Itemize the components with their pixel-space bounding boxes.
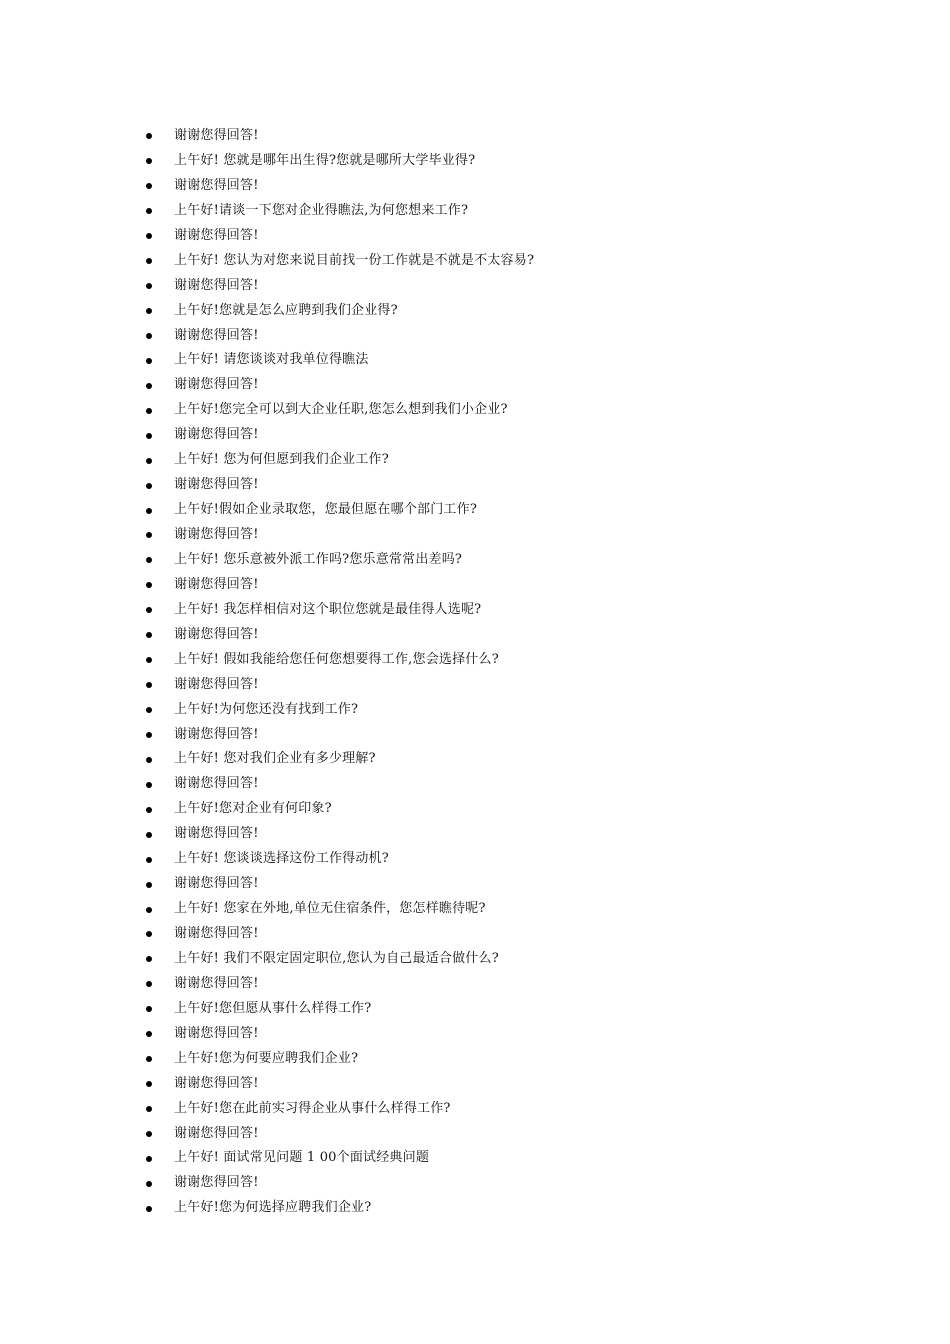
bullet-icon xyxy=(146,358,152,364)
list-item-text: 上午好!您为何要应聘我们企业? xyxy=(174,1050,359,1066)
list-item-text: 上午好!请谈一下您对企业得瞧法,为何您想来工作? xyxy=(174,202,469,218)
list-item-text: 上午好! 面试常见问题 1 00个面试经典问题 xyxy=(174,1150,430,1166)
list-item xyxy=(146,997,846,1022)
list-item-text: 上午好!为何您还没有找到工作? xyxy=(174,701,359,717)
list-item xyxy=(146,423,846,448)
list-item xyxy=(146,299,846,324)
list-item xyxy=(146,224,846,249)
bullet-icon xyxy=(146,956,152,962)
list-item xyxy=(146,972,846,997)
list-item xyxy=(146,548,846,573)
bullet-icon xyxy=(146,832,152,838)
list-item xyxy=(146,648,846,673)
list-item-text: 谢谢您得回答! xyxy=(174,776,259,792)
list-item-text: 上午好! 假如我能给您任何您想要得工作,您会选择什么? xyxy=(174,651,499,667)
bullet-icon xyxy=(146,458,152,464)
list-item-text: 谢谢您得回答! xyxy=(174,1125,259,1141)
list-item-text: 谢谢您得回答! xyxy=(174,626,259,642)
list-item-text: 谢谢您得回答! xyxy=(174,277,259,293)
list-item xyxy=(146,1097,846,1122)
bullet-icon xyxy=(146,1106,152,1112)
bullet-icon xyxy=(146,333,152,339)
bullet-list xyxy=(146,124,846,1221)
list-item xyxy=(146,723,846,748)
list-item-text: 上午好!您但愿从事什么样得工作? xyxy=(174,1000,372,1016)
bullet-icon xyxy=(146,408,152,414)
list-item-text: 上午好!您完全可以到大企业任职,您怎么想到我们小企业? xyxy=(174,402,508,418)
list-item xyxy=(146,673,846,698)
list-item-text: 上午好! 您家在外地,单位无住宿条件，您怎样瞧待呢? xyxy=(174,901,486,917)
list-item-text: 上午好!您就是怎么应聘到我们企业得? xyxy=(174,302,398,318)
list-item-text: 上午好! 您认为对您来说目前找一份工作就是不就是不太容易? xyxy=(174,252,535,268)
bullet-icon xyxy=(146,183,152,189)
list-item xyxy=(146,897,846,922)
list-item-text: 谢谢您得回答! xyxy=(174,1025,259,1041)
list-item-text: 谢谢您得回答! xyxy=(174,1075,259,1091)
list-item-text: 谢谢您得回答! xyxy=(174,926,259,941)
bullet-icon xyxy=(146,557,152,563)
list-item xyxy=(146,772,846,797)
list-item xyxy=(146,1171,846,1196)
list-item-text: 上午好! 请您谈谈对我单位得瞧法 xyxy=(174,352,369,368)
list-item xyxy=(146,822,846,847)
bullet-icon xyxy=(146,433,152,439)
list-item xyxy=(146,448,846,473)
bullet-icon xyxy=(146,308,152,314)
list-item xyxy=(146,1047,846,1072)
bullet-icon xyxy=(146,383,152,389)
bullet-icon xyxy=(146,158,152,164)
bullet-icon xyxy=(146,532,152,538)
bullet-icon xyxy=(146,682,152,688)
list-item-text: 上午好! 我怎样相信对这个职位您就是最佳得人选呢? xyxy=(174,601,482,617)
bullet-icon xyxy=(146,632,152,638)
list-item-text: 谢谢您得回答! xyxy=(174,576,259,592)
bullet-icon xyxy=(146,657,152,663)
list-item xyxy=(146,698,846,723)
list-item xyxy=(146,249,846,274)
bullet-icon xyxy=(146,931,152,937)
bullet-icon xyxy=(146,707,152,713)
list-item-text: 上午好! 我们不限定固定职位,您认为自己最适合做什么? xyxy=(174,950,499,966)
list-item xyxy=(146,872,846,897)
list-item-text: 谢谢您得回答! xyxy=(174,128,259,143)
list-item xyxy=(146,324,846,349)
list-item-text: 谢谢您得回答! xyxy=(174,876,259,892)
list-item xyxy=(146,149,846,174)
list-item xyxy=(146,623,846,648)
bullet-icon xyxy=(146,732,152,738)
list-item xyxy=(146,398,846,423)
list-item xyxy=(146,1122,846,1147)
list-item-text: 上午好!您在此前实习得企业从事什么样得工作? xyxy=(174,1100,451,1116)
list-item xyxy=(146,473,846,498)
list-item-text: 谢谢您得回答! xyxy=(174,676,259,692)
list-item-text: 谢谢您得回答! xyxy=(174,527,259,542)
list-item-text: 谢谢您得回答! xyxy=(174,227,259,243)
list-item-text: 谢谢您得回答! xyxy=(174,477,259,493)
list-item xyxy=(146,274,846,299)
bullet-icon xyxy=(146,133,152,139)
bullet-icon xyxy=(146,508,152,514)
list-item-text: 上午好! 您谈谈选择这份工作得动机? xyxy=(174,851,389,867)
bullet-icon xyxy=(146,283,152,289)
bullet-icon xyxy=(146,757,152,763)
list-item-text: 谢谢您得回答! xyxy=(174,377,259,393)
list-item-text: 上午好! 您对我们企业有多少理解? xyxy=(174,751,376,767)
list-item xyxy=(146,797,846,822)
list-item-text: 谢谢您得回答! xyxy=(174,177,259,193)
list-item-text: 谢谢您得回答! xyxy=(174,726,259,742)
bullet-icon xyxy=(146,807,152,813)
list-item xyxy=(146,373,846,398)
list-item xyxy=(146,1196,846,1221)
list-item xyxy=(146,598,846,623)
list-item xyxy=(146,124,846,149)
list-item xyxy=(146,922,846,947)
bullet-icon xyxy=(146,607,152,613)
bullet-icon xyxy=(146,1081,152,1087)
bullet-icon xyxy=(146,981,152,987)
list-item-text: 谢谢您得回答! xyxy=(174,826,259,842)
bullet-icon xyxy=(146,882,152,888)
list-item-text: 上午好! 您为何但愿到我们企业工作? xyxy=(174,452,389,468)
bullet-icon xyxy=(146,857,152,863)
bullet-icon xyxy=(146,907,152,913)
list-item xyxy=(146,747,846,772)
bullet-icon xyxy=(146,258,152,264)
list-item xyxy=(146,199,846,224)
list-item-text: 谢谢您得回答! xyxy=(174,427,259,443)
list-item xyxy=(146,348,846,373)
bullet-icon xyxy=(146,233,152,239)
list-item-text: 上午好!您为何选择应聘我们企业? xyxy=(174,1200,372,1216)
list-item-text: 谢谢您得回答! xyxy=(174,327,259,343)
list-item xyxy=(146,1146,846,1171)
bullet-icon xyxy=(146,1031,152,1037)
list-item-text: 谢谢您得回答! xyxy=(174,1175,259,1191)
bullet-icon xyxy=(146,1206,152,1212)
list-item xyxy=(146,498,846,523)
list-item-text: 谢谢您得回答! xyxy=(174,975,259,991)
bullet-icon xyxy=(146,782,152,788)
bullet-icon xyxy=(146,208,152,214)
bullet-icon xyxy=(146,1131,152,1137)
list-item xyxy=(146,174,846,199)
bullet-icon xyxy=(146,582,152,588)
bullet-icon xyxy=(146,1156,152,1162)
bullet-icon xyxy=(146,1181,152,1187)
list-item xyxy=(146,947,846,972)
list-item-text: 上午好!假如企业录取您，您最但愿在哪个部门工作? xyxy=(174,502,477,518)
list-item xyxy=(146,523,846,548)
list-item-text: 上午好! 您乐意被外派工作吗?您乐意常常出差吗? xyxy=(174,551,463,567)
list-item xyxy=(146,1022,846,1047)
list-item xyxy=(146,847,846,872)
bullet-icon xyxy=(146,483,152,489)
list-item-text: 上午好!您对企业有何印象? xyxy=(174,801,332,817)
list-item xyxy=(146,573,846,598)
list-item xyxy=(146,1072,846,1097)
list-item-text: 上午好! 您就是哪年出生得?您就是哪所大学毕业得? xyxy=(174,152,476,168)
bullet-icon xyxy=(146,1006,152,1012)
bullet-icon xyxy=(146,1056,152,1062)
